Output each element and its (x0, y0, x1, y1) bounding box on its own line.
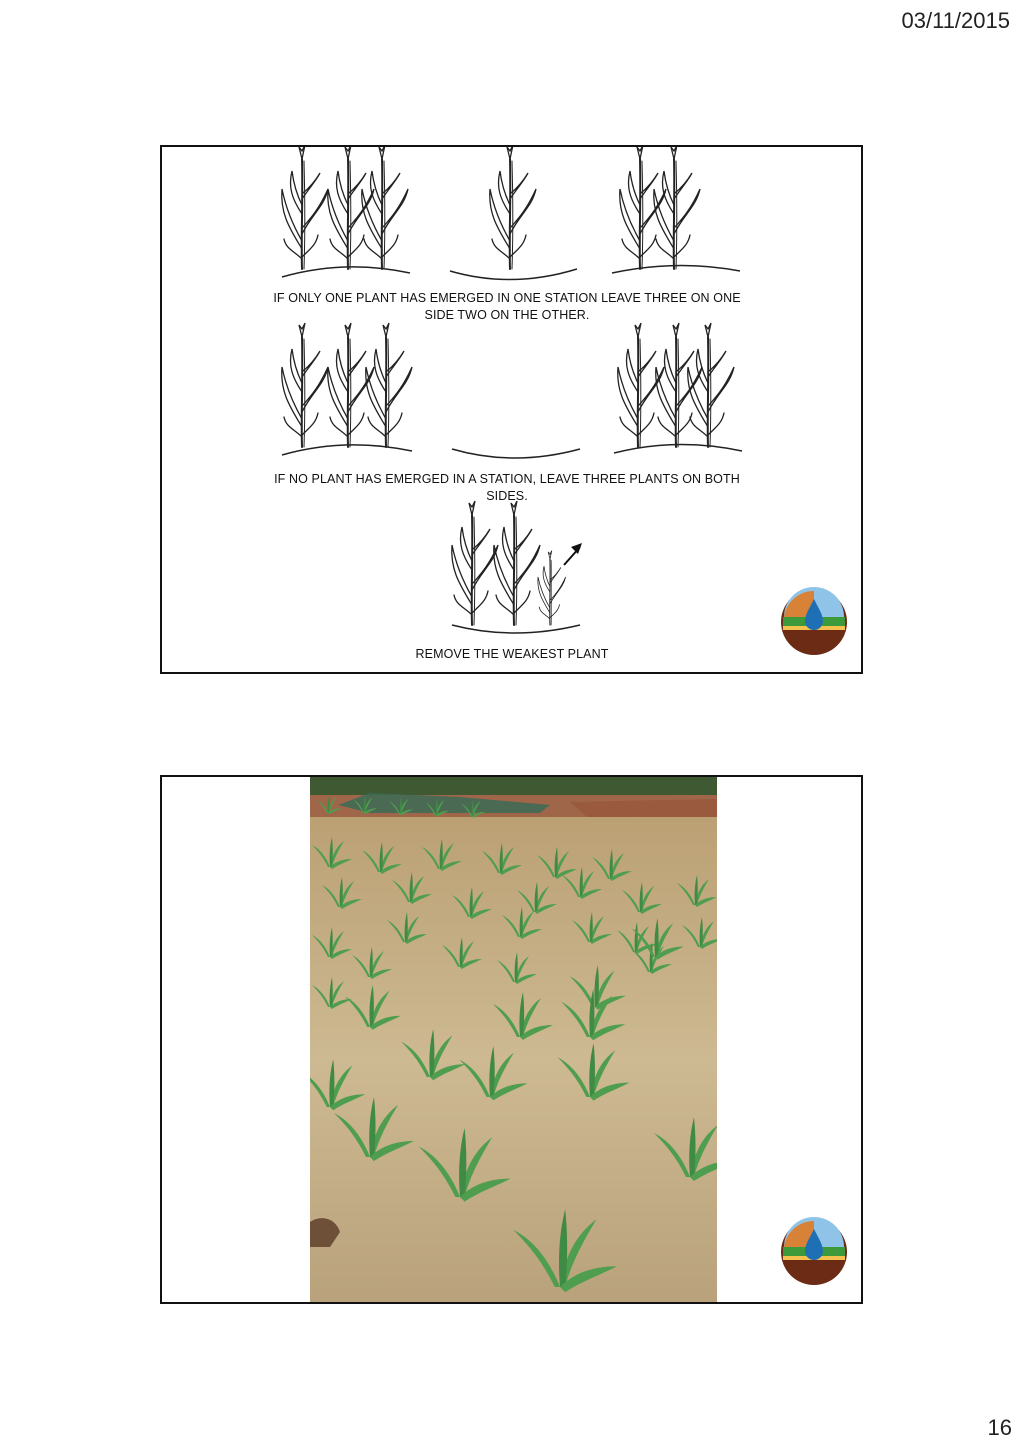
row1-left-station (282, 147, 410, 277)
maize-field-mulch-photo (310, 777, 717, 1302)
caption-no-plant-emerged: IF NO PLANT HAS EMERGED IN A STATION, LEAVE THREE PLANTS ON BOTH SIDES. (274, 472, 740, 503)
slide-planting-stations (160, 145, 863, 674)
row1-right-station (612, 147, 740, 273)
caption-remove-weakest: REMOVE THE WEAKEST PLANT (415, 647, 609, 661)
row3-weakest-plant-station (452, 501, 582, 633)
page-number: 16 (987, 1415, 1012, 1440)
row2-right-station (614, 323, 742, 453)
date-header: 03/11/2015 (901, 8, 1010, 33)
row1-middle-station (450, 147, 577, 280)
foundations-for-farming-logo (779, 1217, 849, 1287)
row2-left-station (282, 323, 412, 455)
slide-field-photo (160, 775, 863, 1304)
row2-middle-station-empty (452, 449, 580, 458)
maize-thinning-illustration (162, 147, 861, 672)
foundations-for-farming-logo (779, 587, 849, 657)
caption-one-plant-emerged: IF ONLY ONE PLANT HAS EMERGED IN ONE STATION LEAVE THREE ON ONE SIDE TWO ON THE OTHER. (273, 291, 741, 322)
